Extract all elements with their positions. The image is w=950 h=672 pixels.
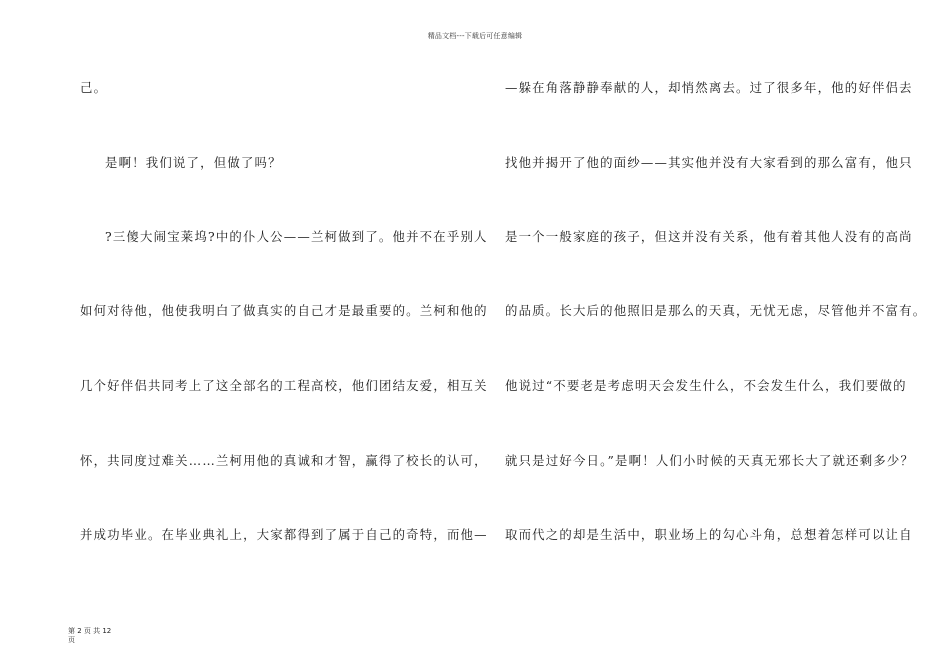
text-line: 的品质。长大后的他照旧是那么的天真，无忧无虑，尽管他并不富有。 <box>505 303 927 318</box>
page-header: 精品文档---下载后可任意编辑 <box>427 32 523 40</box>
text-line: 几个好伴侣共同考上了这全部名的工程高校，他们团结友爱，相互关 <box>80 378 488 393</box>
text-line: 是一个一般家庭的孩子，但这并没有关系，他有着其他人没有的高尚 <box>505 229 913 244</box>
page-number-line: 第 2 页 共 12 <box>68 627 112 635</box>
text-line: 取而代之的却是生活中，职业场上的勾心斗角，总想着怎样可以让自 <box>505 527 913 542</box>
text-line: 他说过“不要老是考虑明天会发生什么，不会发生什么，我们要做的 <box>505 378 907 393</box>
text-line: 是啊！我们说了，但做了吗？ <box>105 155 282 170</box>
text-line: 己。 <box>80 80 108 95</box>
text-line: 找他并揭开了他的面纱——其实他并没有大家看到的那么富有，他只 <box>505 155 913 170</box>
page-number-footer <box>68 627 128 645</box>
text-line: 怀，共同度过难关……兰柯用他的真诚和才智，赢得了校长的认可， <box>80 453 488 468</box>
text-line: —躲在角落静静奉献的人，却悄然离去。过了很多年，他的好伴侣去 <box>505 80 913 95</box>
text-line: 就只是过好今日。”是啊！人们小时候的天真无邪长大了就还剩多少？ <box>505 453 915 468</box>
text-line: 如何对待他，他使我明白了做真实的自己才是最重要的。兰柯和他的 <box>80 303 488 318</box>
text-line: 并成功毕业。在毕业典礼上，大家都得到了属于自己的奇特，而他— <box>80 527 488 542</box>
text-line: ?三傻大闹宝莱坞?中的仆人公——兰柯做到了。他并不在乎别人 <box>105 229 488 244</box>
page-number-line: 页 <box>68 636 75 644</box>
